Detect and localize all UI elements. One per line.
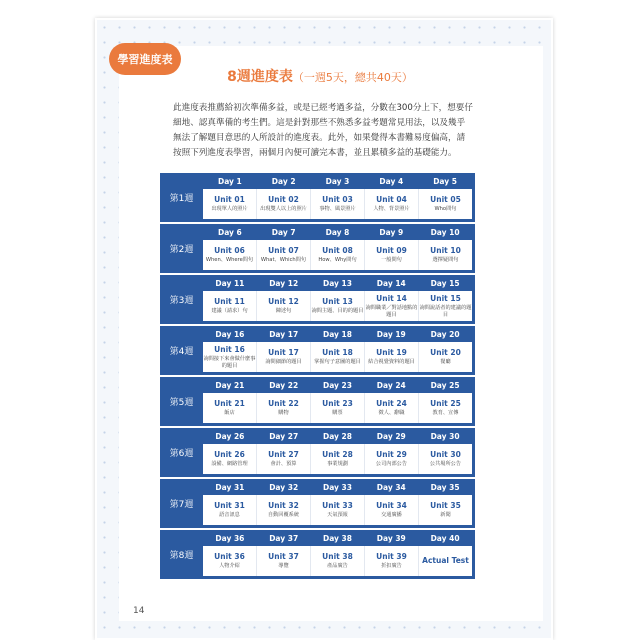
day-header-row xyxy=(203,533,472,545)
unit-cell xyxy=(203,444,256,474)
unit-cell xyxy=(418,342,472,372)
day-label: Day 1 xyxy=(218,177,242,186)
day-label: Day 33 xyxy=(322,483,352,492)
unit-description: 詢問接下來會做什麼事的題目 xyxy=(203,356,256,369)
unit-cell xyxy=(203,342,256,372)
day-label: Day 39 xyxy=(376,534,406,543)
unit-title: Unit 02 xyxy=(268,195,299,205)
day-label: Day 2 xyxy=(271,177,296,186)
day-label: Day 36 xyxy=(215,534,245,543)
unit-description: 自動回覆系統 xyxy=(267,512,300,519)
day-label: Day 15 xyxy=(430,279,460,288)
unit-description: 購物 xyxy=(278,410,289,417)
unit-cell xyxy=(418,291,472,321)
unit-title: Unit 36 xyxy=(214,552,245,562)
unit-title: Unit 05 xyxy=(430,195,461,205)
day-label: Day 40 xyxy=(430,534,460,543)
unit-description: What、Which問句 xyxy=(260,257,307,264)
unit-cell xyxy=(364,189,418,219)
day-header-row xyxy=(203,176,472,188)
unit-cell xyxy=(310,240,364,270)
unit-cell xyxy=(203,393,256,423)
unit-title: Unit 15 xyxy=(430,294,461,303)
unit-description: 購票 xyxy=(332,410,343,417)
unit-cell xyxy=(203,240,256,270)
unit-cell xyxy=(310,342,364,372)
unit-row xyxy=(203,189,472,219)
unit-title: Unit 23 xyxy=(322,399,353,409)
week-row xyxy=(160,377,475,426)
unit-description: 飯店 xyxy=(224,410,235,417)
unit-row xyxy=(203,393,472,423)
unit-cell xyxy=(364,546,418,576)
day-header-row xyxy=(203,227,472,239)
unit-title: Unit 04 xyxy=(376,195,407,205)
page-number: 14 xyxy=(133,606,145,616)
day-label: Day 11 xyxy=(215,279,245,288)
section-tag: 學習進度表 xyxy=(109,43,181,75)
day-label: Day 5 xyxy=(433,177,457,186)
unit-title: Unit 07 xyxy=(268,246,299,256)
unit-description: 出現雙人以上的照片 xyxy=(260,206,307,213)
day-label: Day 7 xyxy=(271,228,296,237)
week-label: 第3週 xyxy=(169,296,194,306)
unit-title: Unit 20 xyxy=(430,348,461,358)
day-label: Day 35 xyxy=(430,483,460,492)
unit-description: 產品廣告 xyxy=(327,563,348,570)
day-label: Day 21 xyxy=(215,381,245,390)
unit-title: Unit 32 xyxy=(268,501,299,511)
unit-cell xyxy=(310,393,364,423)
unit-description: 詢問說話者的建議的題目 xyxy=(419,305,472,318)
unit-title: Unit 25 xyxy=(430,399,461,409)
day-label: Day 34 xyxy=(376,483,406,492)
unit-title: Unit 14 xyxy=(376,294,407,303)
day-label: Day 16 xyxy=(215,330,245,339)
unit-description: 天氣預報 xyxy=(327,512,348,519)
unit-title: Unit 31 xyxy=(214,501,245,511)
schedule-table xyxy=(160,173,475,577)
unit-description: 詢問主題、目的的題目 xyxy=(311,308,364,315)
unit-title: Unit 18 xyxy=(322,348,353,358)
week-label: 第4週 xyxy=(169,347,194,357)
unit-cell xyxy=(310,495,364,525)
unit-cell xyxy=(364,495,418,525)
unit-cell xyxy=(256,444,310,474)
week-label: 第6週 xyxy=(169,449,194,459)
unit-row xyxy=(203,546,472,576)
unit-cell xyxy=(364,342,418,372)
page-title xyxy=(0,66,640,86)
week-row xyxy=(160,326,475,375)
unit-title: Unit 22 xyxy=(268,399,299,409)
unit-cell xyxy=(418,495,472,525)
day-header-row xyxy=(203,482,472,494)
day-label: Day 37 xyxy=(269,534,299,543)
unit-cell xyxy=(256,240,310,270)
day-label: Day 23 xyxy=(322,381,352,390)
unit-title: Unit 16 xyxy=(214,345,245,354)
unit-description: 事物、風景照片 xyxy=(319,206,356,213)
week-row xyxy=(160,275,475,324)
day-label: Day 3 xyxy=(325,177,350,186)
day-label: Day 28 xyxy=(322,432,352,441)
unit-cell xyxy=(203,189,256,219)
unit-cell xyxy=(256,189,310,219)
day-label: Day 12 xyxy=(269,279,299,288)
day-label: Day 13 xyxy=(322,279,352,288)
unit-description: 會計、預算 xyxy=(270,461,297,468)
day-label: Day 22 xyxy=(269,381,299,390)
unit-cell xyxy=(203,546,256,576)
unit-description: 人物、背景照片 xyxy=(373,206,410,213)
intro-paragraph: 此進度表推薦給初次準備多益，或是已經考過多益，分數在300分上下，想要仔細地、認真準備的考生們。這是針對那些不熟悉多益考題常見用法，以及幾乎無法了解題目意思的人所設計的進度表。此外，如果覺得本書難易度偏高，請按照下列進度表學習，兩個月內便可讀完本書，並且累積多益的基礎能力。 xyxy=(173,103,473,158)
day-header-row xyxy=(203,278,472,290)
unit-cell xyxy=(256,291,310,321)
day-label: Day 6 xyxy=(218,228,242,237)
unit-description: 語音訊息 xyxy=(219,512,240,519)
unit-description: 折扣廣告 xyxy=(381,563,402,570)
unit-description: Who問句 xyxy=(434,206,457,213)
unit-description: 出現單人的照片 xyxy=(211,206,248,213)
week-row xyxy=(160,428,475,477)
unit-row xyxy=(203,291,472,321)
unit-title: Unit 21 xyxy=(214,399,245,409)
unit-row xyxy=(203,444,472,474)
unit-cell xyxy=(256,342,310,372)
unit-description: 設備、網路管理 xyxy=(211,461,248,468)
unit-title: Unit 11 xyxy=(214,297,245,307)
unit-title: Unit 01 xyxy=(214,195,245,205)
unit-description: 掌握句子意圖的題目 xyxy=(314,359,361,366)
unit-description: 徵人、辭職 xyxy=(378,410,405,417)
day-header-row xyxy=(203,380,472,392)
unit-title: Unit 28 xyxy=(322,450,353,460)
unit-title: Unit 10 xyxy=(430,246,461,256)
unit-cell xyxy=(310,291,364,321)
unit-description: 新聞 xyxy=(440,512,451,519)
day-label: Day 20 xyxy=(430,330,460,339)
week-label: 第5週 xyxy=(169,398,194,408)
unit-description: 詢問職業／對話地點的題目 xyxy=(365,305,418,318)
day-label: Day 25 xyxy=(430,381,460,390)
day-label: Day 38 xyxy=(322,534,352,543)
unit-cell xyxy=(203,495,256,525)
unit-cell xyxy=(310,546,364,576)
unit-title: Unit 03 xyxy=(322,195,353,205)
unit-description: 公司內部公告 xyxy=(375,461,408,468)
unit-cell xyxy=(418,444,472,474)
day-label: Day 19 xyxy=(376,330,406,339)
unit-description: 建議（請求）句 xyxy=(211,308,248,315)
unit-row xyxy=(203,495,472,525)
week-label: 第1週 xyxy=(169,194,194,204)
unit-title: Unit 29 xyxy=(376,450,407,460)
day-label: Day 18 xyxy=(322,330,352,339)
unit-cell xyxy=(310,189,364,219)
unit-title: Unit 06 xyxy=(214,246,245,256)
day-label: Day 4 xyxy=(379,177,404,186)
unit-description: 陳述句 xyxy=(275,308,292,315)
unit-title: Unit 17 xyxy=(268,348,299,358)
week-row xyxy=(160,173,475,222)
day-label: Day 17 xyxy=(269,330,299,339)
unit-cell xyxy=(364,444,418,474)
unit-cell xyxy=(418,240,472,270)
unit-row xyxy=(203,240,472,270)
day-label: Day 29 xyxy=(376,432,406,441)
unit-title: Unit 24 xyxy=(376,399,407,409)
unit-title: Unit 38 xyxy=(322,552,353,562)
unit-title: Unit 13 xyxy=(322,297,353,307)
unit-cell xyxy=(418,393,472,423)
unit-title: Actual Test xyxy=(422,555,469,565)
week-row xyxy=(160,224,475,273)
unit-description: 交通廣播 xyxy=(381,512,402,519)
unit-description: 導覽 xyxy=(278,563,289,570)
title-sub: （一週5天，總共40天） xyxy=(292,71,413,84)
unit-title: Unit 26 xyxy=(214,450,245,460)
unit-cell xyxy=(364,240,418,270)
day-label: Day 10 xyxy=(430,228,460,237)
unit-title: Unit 09 xyxy=(376,246,407,256)
day-label: Day 8 xyxy=(325,228,350,237)
unit-cell xyxy=(364,291,418,321)
unit-description: 教育、宣傳 xyxy=(432,410,459,417)
unit-title: Unit 08 xyxy=(322,246,353,256)
unit-row xyxy=(203,342,472,372)
unit-description: 事業規劃 xyxy=(327,461,348,468)
unit-title: Unit 37 xyxy=(268,552,299,562)
day-label: Day 32 xyxy=(269,483,299,492)
unit-description: 人物介紹 xyxy=(219,563,240,570)
day-label: Day 31 xyxy=(215,483,245,492)
unit-cell xyxy=(256,495,310,525)
day-label: Day 9 xyxy=(379,228,404,237)
unit-description: How、Why問句 xyxy=(318,257,357,264)
day-label: Day 27 xyxy=(269,432,299,441)
unit-cell xyxy=(256,393,310,423)
day-label: Day 26 xyxy=(215,432,245,441)
unit-description: 餐廳 xyxy=(440,359,451,366)
unit-description: 詢問細節的題目 xyxy=(265,359,302,366)
week-row xyxy=(160,479,475,528)
day-label: Day 24 xyxy=(376,381,406,390)
unit-cell xyxy=(203,291,256,321)
unit-description: 一般問句 xyxy=(381,257,402,264)
unit-description: 結合視覺資料的題目 xyxy=(368,359,415,366)
unit-title: Unit 39 xyxy=(376,552,407,562)
unit-title: Unit 19 xyxy=(376,348,407,358)
unit-cell xyxy=(310,444,364,474)
unit-cell xyxy=(256,546,310,576)
unit-title: Unit 34 xyxy=(376,501,407,511)
unit-title: Unit 35 xyxy=(430,501,461,511)
unit-description: When、Where問句 xyxy=(205,257,254,264)
week-label: 第2週 xyxy=(169,245,194,255)
day-label: Day 30 xyxy=(430,432,460,441)
unit-cell xyxy=(364,393,418,423)
day-header-row xyxy=(203,431,472,443)
title-main: 8週進度表 xyxy=(227,69,293,85)
unit-cell xyxy=(418,189,472,219)
unit-title: Unit 33 xyxy=(322,501,353,511)
unit-title: Unit 30 xyxy=(430,450,461,460)
day-header-row xyxy=(203,329,472,341)
week-label: 第8週 xyxy=(169,551,194,561)
unit-cell xyxy=(418,546,472,576)
week-label: 第7週 xyxy=(169,500,194,510)
unit-title: Unit 12 xyxy=(268,297,299,307)
day-label: Day 14 xyxy=(376,279,406,288)
unit-description: 公共場所公告 xyxy=(429,461,462,468)
week-row xyxy=(160,530,475,579)
unit-title: Unit 27 xyxy=(268,450,299,460)
unit-description: 選擇疑問句 xyxy=(432,257,459,264)
